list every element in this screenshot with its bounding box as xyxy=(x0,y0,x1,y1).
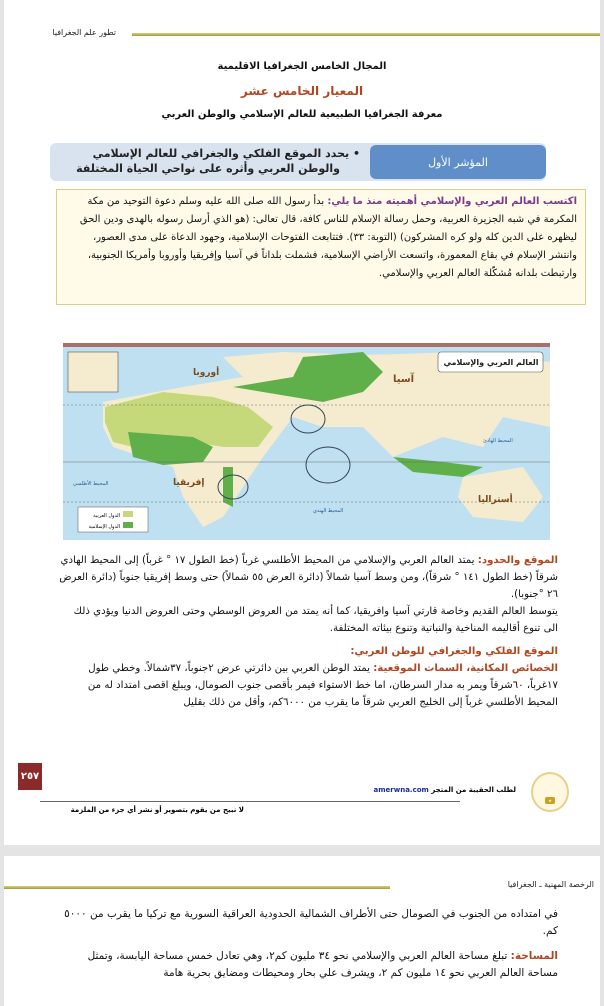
indicator-box xyxy=(50,143,546,181)
copyright-warning: لا نبيح من يقوم بتصوير أو نشر أي جزء من الملزمة xyxy=(70,806,244,814)
header-divider-2 xyxy=(4,886,390,889)
store-link[interactable]: amerwna.com xyxy=(373,786,429,794)
label-atlantic: المحيط الأطلسي xyxy=(73,481,109,487)
indicator-label: المؤشر الأول xyxy=(370,145,546,179)
label-asia: آسيا xyxy=(393,374,415,385)
indicator-text: • يحدد الموقع الفلكي والجغرافي للعالم الإسلامي والوطن العربي وأثره على نواحي الحياة المختلفة xyxy=(76,147,360,175)
page-header-2: الرخصة المهنية ـ الجغرافيا xyxy=(507,880,594,889)
continued-text: في امتداده من الجنوب في الصومال حتى الأطراف الشمالية الحدودية العراقية السورية مع تركيا ما يقرب من ٥٠٠٠ كم. المساحة: تبلغ مساحة العالم العربي والإسلامي نحو ٣٤ مليون كم٢، وهي تعادل خمس مساحة اليابسة، وتمثل مساحة العالم العربي نحو ١٤ مليون كم ٢، ويشرف علي بحار ومحيطات ومضايق بحرية هامة xyxy=(64,908,558,979)
svg-text:الدول العربية: الدول العربية xyxy=(93,513,120,519)
label-africa: إفريقيا xyxy=(173,478,205,488)
page-header: تطور علم الجغرافيا xyxy=(52,28,116,37)
svg-text:الدول الإسلامية: الدول الإسلامية xyxy=(88,524,120,530)
page-258 xyxy=(4,856,600,1006)
label-pacific: المحيط الهادئ xyxy=(483,438,513,444)
footer-divider xyxy=(40,801,460,802)
page-number: ٢٥٧ xyxy=(18,763,42,790)
logo-badge: ★ xyxy=(545,797,555,804)
logo xyxy=(531,772,569,812)
standard-title: المعيار الخامس عشر xyxy=(240,84,364,98)
map-arab-islamic-world xyxy=(63,347,550,540)
label-indian: المحيط الهندي xyxy=(313,508,344,514)
label-australia: أستراليا xyxy=(478,495,513,505)
intro-box: اكتسب العالم العربي والإسلامي أهميته منذ ما يلي: بدأ رسول الله صلى الله عليه وسلم دعوة التوحيد من مكة المكرمة في شبه الجزيرة العربية، وحمل رسالة الإسلام للناس كافة، قال تعالى: (هو الذي أرسل رسوله بالهدى ودين الحق ليظهره على الدين كله ولو كره المشركون) (التوبة: ٣٣). فتتابعت الفتوحات الإسلامية، وجهود الدعاة على مدى العصور، وانتشر الإسلام في بقاع المعمورة، واتسعت الأراضي الإسلامية، فشملت بلداناً في آسيا وإفريقيا وأوروبا وأمريكا الجنوبية، وارتبطت بلدانه مُشكّلة العالم العربي والإسلامي. xyxy=(56,189,586,305)
domain-title: المجال الخامس الجغرافيا الاقليمية xyxy=(217,61,387,72)
map-title: العالم العربي والإسلامي xyxy=(443,358,539,367)
map-mozambique xyxy=(223,467,233,507)
header-divider xyxy=(132,33,600,36)
page-257 xyxy=(4,0,600,845)
standard-subtitle: معرفة الجغرافيا الطبيعية للعالم الإسلامي والوطن العربي xyxy=(161,109,443,120)
location-section: الموقع والحدود: يمتد العالم العربي والإسلامي من المحيط الأطلسي غرباً (خط الطول ١٧ ° غرباً) إلى المحيط الهادي شرقاً (خط الطول ١٤١ ° شرقاً)، ومن وسط آسيا شمالاً (دائرة العرض ٥٥ شمالاً) حتى وسط إفريقيا جنوباً (دائرة العرض ٢٦ °جنوبا). يتوسط العالم القديم وخاصة قارتي آسيا وافريقيا، كما أنه يمتد من العروض الوسطي وحتى العروض الدنيا ويؤدي ذلك الى تنوع أقاليمه المناخية والنباتية وتنوع بيئاته المختلفة. الموقع الفلكي والجغرافي للوطن العربي: الخصائص المكانية، السمات الموقعية: يمتد الوطن العربي بين دائرتي عرض ٢جنوباً، ٣٧شمالاً. وخطي طول ١٧غرباً، ٦٠شرقاً ويمر به مدار السرطان، اما خط الاستواء فيمر بأقصى جنوب الصومال، ويبلغ اقصى امتداد له من المحيط الأطلسي غرباً إلى الخليج العربي شرقاً ما يقرب من ٦٠٠٠كم، وأقل من ذلك بقليل xyxy=(59,555,558,708)
order-text: لطلب الحقيبة من المتجر amerwna.com xyxy=(373,786,516,794)
map-inset xyxy=(68,352,118,392)
label-europe: أوروبا xyxy=(193,368,220,378)
